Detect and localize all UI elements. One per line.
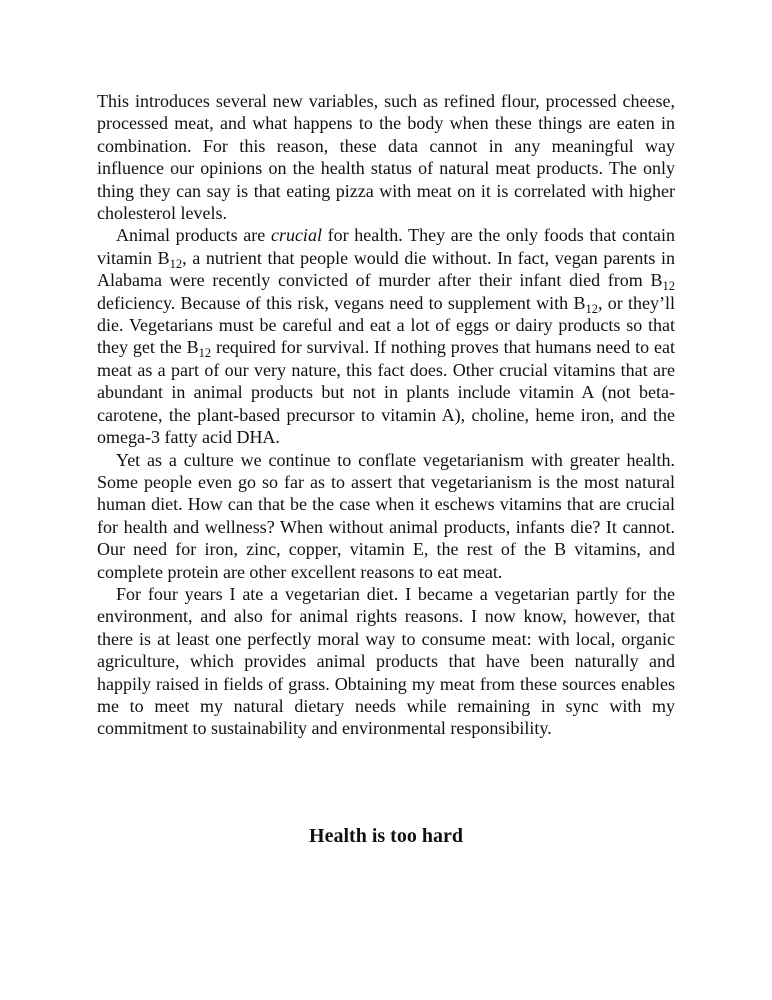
paragraph-conflate-vegetarianism [97,449,675,583]
paragraph-text: deficiency. Because of this risk, vegans need to supplement with B [97,292,586,313]
paragraph-refined-flour [97,90,675,224]
subscript-text: 12 [198,346,212,361]
document-body [97,90,675,740]
paragraph-text: for health. They are the only foods that contain vitamin B [97,225,676,268]
paragraph-text: For four years I ate a vegetarian diet. I became a vegetarian partly for the environment, and also for animal rights reasons. I now know, however, that there is at least one perfectly moral way to consume meat: with local, organic agriculture, which provides animal products that have been naturally and happily raised in fields of grass. Obtaining my meat from these sources enables me to meet my natural dietary needs while remaining in sync with my commitment to sustainability and environmental responsibility. [97,583,675,739]
paragraph-text: Animal products are [116,225,271,246]
paragraph-four-years-vegetarian [97,583,675,740]
paragraph-text: This introduces several new variables, such as refined flour, processed cheese, processed meat, and what happens to the body when these things are eaten in combination. For this reason, these data cannot in any meaningful way influence our opinions on the health status of natural meat products. The only thing they can say is that eating pizza with meat on it is correlated with higher cholesterol levels. [97,91,675,224]
subscript-text: 12 [585,301,598,316]
paragraph-animal-products-crucial [97,224,675,448]
paragraph-text: , or they’ll die. Vegetarians must be careful and eat a lot of eggs or dairy products so that they get the B [97,292,675,358]
subscript-text: 12 [662,279,675,294]
section-heading: Health is too hard [309,825,463,847]
paragraph-text: , a nutrient that people would die without. In fact, vegan parents in Alabama were recently convicted of murder after their infant died from B [97,247,675,291]
paragraph-text: Yet as a culture we continue to conflate vegetarianism with greater health. Some people even go so far as to assert that vegetarianism is the most natural human diet. How can that be the case when it eschews vitamins that are crucial for health and wellness? When without animal products, infants die? It cannot. Our need for iron, zinc, copper, vitamin E, the rest of the B vitamins, and complete protein are other excellent reasons to eat meat. [97,449,675,582]
emphasis-text: crucial [270,225,322,246]
paragraph-text: required for survival. If nothing proves that humans need to eat meat as a part of our very nature, this fact does. Other crucial vitamins that are abundant in animal products but not in plants include vitamin A (not beta-carotene, the plant-based precursor to vitamin A), choline, heme iron, and the omega-3 fatty acid DHA. [97,337,675,448]
subscript-text: 12 [169,256,183,271]
